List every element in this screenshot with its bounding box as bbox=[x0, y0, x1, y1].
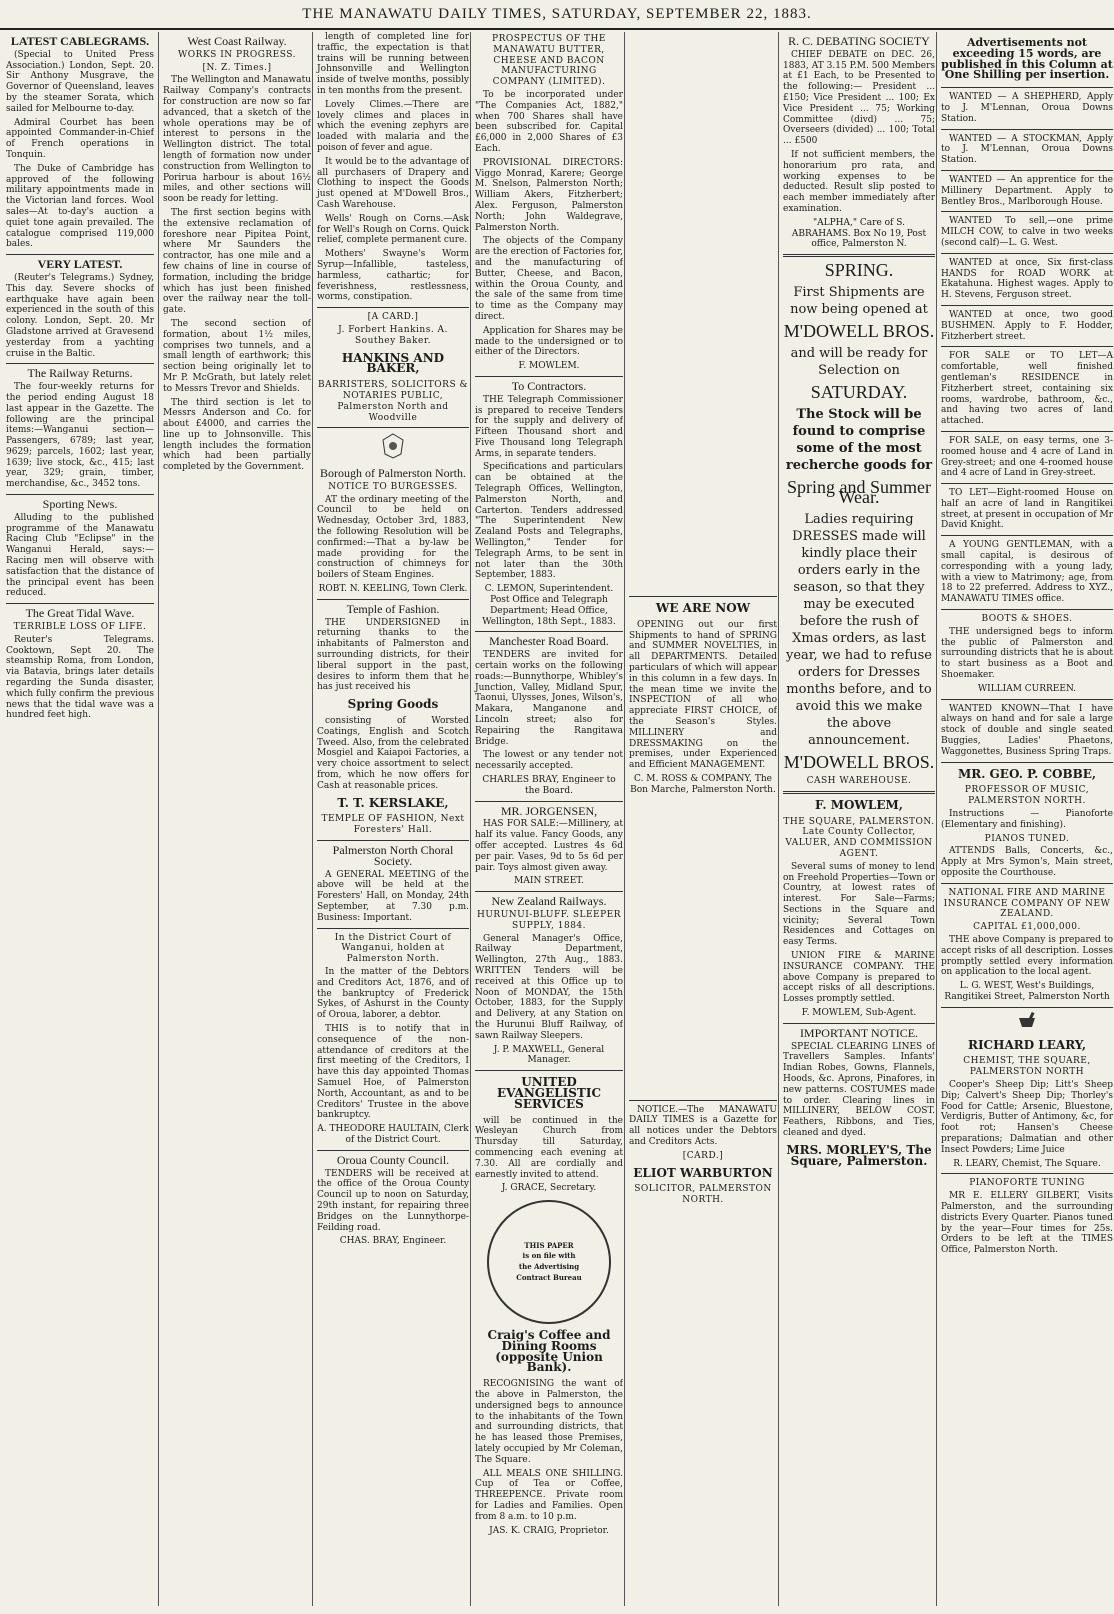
column-5 bbox=[624, 32, 777, 1606]
classified-ad: WANTED — A STOCKMAN, Apply to J. M'Lennan, Oroua Downs Station. bbox=[941, 133, 1113, 166]
heading-jorgensen: MR. JORGENSEN, bbox=[500, 803, 598, 818]
kerslake-name: T. T. KERSLAKE, bbox=[337, 795, 449, 810]
divider bbox=[6, 254, 154, 255]
column-4 bbox=[470, 32, 623, 1606]
divider bbox=[941, 346, 1113, 347]
heading-railway-returns: The Railway Returns. bbox=[27, 366, 133, 381]
prospectus-text: To be incorporated under "The Companies Act, 1882," when 700 Shares shall have been subscribed for. Capital £6,000 in 2,000 Shares of £3 Each. bbox=[475, 89, 623, 154]
notice-text: If not sufficient members, the honorarium pro rata, and working expenses to be deducted. Result slip posted to each member immediately after examination. bbox=[783, 149, 935, 214]
blank-space bbox=[629, 32, 777, 592]
heading-tidal-wave: The Great Tidal Wave. bbox=[25, 606, 135, 621]
classified-ad: Cooper's Sheep Dip; Litt's Sheep Dip; Calvert's Sheep Dip; Thorley's Food for Cattle; Arsenic, Bluestone, Verdigris, Butter of Antimony, &c, for foot rot; Hansen's Cheese preparations; Dalmatian and other Insect Powders; Lime Juice bbox=[941, 1079, 1113, 1155]
article-text: The third section is let to Messrs Anderson and Co. for about £4000, and carries the line up to Johnsonville. This length includes the formation which had been partially completed by the Government. bbox=[163, 397, 311, 473]
signature: F. MOWLEM. bbox=[518, 361, 580, 372]
ad-line: The Stock will be found to comprise some of the most recherche goods for bbox=[785, 406, 933, 473]
classified-header: Advertisements not exceeding 15 words, are published in this Column at One Shilling per insertion. bbox=[941, 36, 1113, 82]
signature: CHAS. BRAY, Engineer. bbox=[339, 1236, 447, 1247]
divider bbox=[941, 762, 1113, 763]
heading-west-coast-railway: West Coast Railway. bbox=[187, 34, 287, 48]
signature: C. LEMON, Superintendent. Post Office and Telegraph Department; Head Office, Wellington, 18th Sept., 1883. bbox=[482, 584, 616, 627]
heading-national-insurance: NATIONAL FIRE AND MARINE INSURANCE COMPANY OF NEW ZEALAND. bbox=[943, 887, 1111, 920]
heading-very-latest: VERY LATEST. bbox=[37, 257, 123, 272]
ad-text: ALL MEALS ONE SHILLING. Cup of Tea or Coffee, THREEPENCE. Private room for Ladies and Families. Open from 8 a.m. to 10 p.m. bbox=[475, 1468, 623, 1522]
signature: ROBT. N. KEELING, Town Clerk. bbox=[318, 584, 468, 595]
signature: J. GRACE, Secretary. bbox=[501, 1183, 597, 1194]
mdowell-bros-heading: M'DOWELL BROS. bbox=[783, 320, 935, 341]
article-text: The Wellington and Manawatu Railway Company's contracts for construction are now so far advanced, that a sketch of the whole operations may be of interest to persons in the Wellington district. The total length of formation now under construction from Wellington to Porirua harbour is about 16½ miles, and other sections will soon be ready for letting. bbox=[163, 75, 311, 205]
heading-boots-shoes: BOOTS & SHOES. bbox=[981, 614, 1073, 625]
subheading: WORKS IN PROGRESS. bbox=[178, 49, 296, 60]
divider bbox=[317, 427, 469, 428]
divider bbox=[941, 170, 1113, 171]
heading-sporting-news: Sporting News. bbox=[42, 497, 118, 512]
heading-craigs-rooms: Craig's Coffee and Dining Rooms (opposite Union Bank). bbox=[487, 1328, 611, 1375]
divider bbox=[941, 253, 1113, 254]
divider bbox=[475, 891, 623, 892]
signature: "ALPHA," Care of S. ABRAHAMS. Box No 19, Post office, Palmerston N. bbox=[791, 217, 927, 250]
ad-text: RECOGNISING the want of the above in Palmerston, the undersigned begs to announce to the inhabitants of the Town and surrounding districts, that he has leased those Premises, lately occupied by Mr Coleman, The Square. bbox=[475, 1379, 623, 1465]
divider bbox=[629, 1100, 777, 1101]
address: MAIN STREET. bbox=[514, 876, 584, 887]
kerslake-address: TEMPLE OF FASHION, Next Foresters' Hall. bbox=[321, 814, 465, 836]
spring-summer-wear: Spring and Summer Wear. bbox=[787, 476, 931, 508]
classified-ad: FOR SALE, on easy terms, one 3-roomed house and 4 acre of Land in Grey-street; and one 4-roomed house and 4 acre of Land in Grey-street. bbox=[941, 435, 1113, 479]
classified-ad: THE above Company is prepared to accept risks of all description. Losses promptly settled every information on application to the local agent. bbox=[941, 934, 1113, 978]
spring-goods-heading: Spring Goods bbox=[347, 697, 439, 712]
heading-nz-railways: New Zealand Railways. bbox=[491, 894, 607, 909]
divider bbox=[317, 599, 469, 600]
divider bbox=[941, 129, 1113, 130]
column-1 bbox=[6, 32, 154, 1606]
article-text: (Special to United Press Association.) London, Sept. 20. Sir Anthony Musgrave, the Governor of Queensland, leaves by the steamer Sorata, which sailed for Melbourne to-day. bbox=[6, 49, 154, 114]
signature: CHARLES BRAY, Engineer to the Board. bbox=[482, 775, 616, 796]
heading-important-notice: IMPORTANT NOTICE. bbox=[799, 1025, 919, 1040]
column-2 bbox=[158, 32, 311, 1606]
column-7 bbox=[936, 32, 1113, 1606]
divider bbox=[941, 211, 1113, 212]
divider bbox=[783, 1023, 935, 1024]
classified-ad: WANTED KNOWN—That I have always on hand and for sale a large stock of double and single seated Buggies, Ladies' Phaetons, Waggonettes, Business Spring Traps. bbox=[941, 703, 1113, 757]
classified-ad: ATTENDS Balls, Concerts, &c., Apply at Mrs Symon's, Main street, opposite the Courthouse. bbox=[941, 846, 1113, 878]
prospectus-text: Application for Shares may be made to the undersigned or to either of the Directors. bbox=[475, 325, 623, 358]
prospectus-title: PROSPECTUS OF THE MANAWATU BUTTER, CHEESE AND BACON MANUFACTURING COMPANY (LIMITED). bbox=[492, 34, 606, 88]
classified-ad: WANTED at once, Six first-class HANDS for ROAD WORK at Ekatahuna. Highest wages. Apply to H. Stevens, Ferguson street. bbox=[941, 257, 1113, 301]
firm-description: BARRISTERS, SOLICITORS & NOTARIES PUBLIC, Palmerston North and Woodville bbox=[317, 380, 468, 423]
ad-line: First Shipments are now being opened at bbox=[790, 284, 928, 317]
mowlem-description: THE SQUARE, PALMERSTON. Late County Collector, VALUER, AND COMMISSION AGENT. bbox=[783, 816, 935, 859]
prospectus-text: PROVISIONAL DIRECTORS: Viggo Monrad, Karere; George M. Snelson, Palmerston North; William Akers, Fitzherbert; Alex. Ferguson, Palmerston North; John Waldegrave, Palmerston North. bbox=[475, 157, 623, 233]
partner-names: J. Forbert Hankins. A. Southey Baker. bbox=[338, 324, 448, 346]
mowlem-name: F. MOWLEM, bbox=[815, 797, 903, 812]
divider bbox=[475, 1070, 623, 1071]
divider bbox=[317, 840, 469, 841]
heading-leary: RICHARD LEARY, bbox=[967, 1037, 1087, 1052]
ad-text: consisting of Worsted Coatings, English and Scotch Tweed. Also, from the celebrated Mosgiel and Kaiapoi Factories, a very choice assortment to select from, which he now offers for Cash at reasonable prices. bbox=[317, 716, 469, 791]
subheading: PROFESSOR OF MUSIC, PALMERSTON NORTH. bbox=[964, 785, 1090, 807]
notice-text: AT the ordinary meeting of the Council to be held on Wednesday, October 3rd, 1883, the following Resolution will be confirmed:—That a by-law be made providing for the construction of chimneys for boilers of Steam Engines. bbox=[317, 494, 469, 581]
article-text: (Reuter's Telegrams.) Sydney, This day. Severe shocks of earthquake have again been experienced in the south of this colony. London, Sept. 20. Mr Gladstone arrived at Gravesend yesterday from a yachting cruise in the Baltic. bbox=[6, 272, 154, 359]
classified-ad: THE undersigned begs to inform the public of Palmerston and surrounding districts that he is about to start business as a Boot and Shoemaker. bbox=[941, 626, 1113, 681]
notice-text: TENDERS are invited for certain works on the following roads:—Bunnythorpe, Whibley's Junction, Valley, Midland Spur, Taonui, Ulysses, Jones, Wilson's, Makara, Manganone and Lincoln street; also for Repairing the Rangitawa Bridge. bbox=[475, 650, 623, 747]
divider bbox=[475, 631, 623, 632]
ad-text: HAS FOR SALE:—Millinery, at half its value. Fancy Goods, any offer accepted. Lustres 4s 6d per pair. Vases, 9d to 5s 6d per pair. Toys almost given away. bbox=[475, 819, 623, 873]
article-text: The four-weekly returns for the period ending August 18 last appear in the Gazette. The following are the principal items:—Wanganui section—Passengers, 6789; last year, 9629; parcels, 1602; last year, 1639; live stock, &c., 415; last year, 329; grain, timber, merchandise, &c., 3452 tons. bbox=[6, 382, 154, 490]
signature: MRS. MORLEY'S, The Square, Palmerston. bbox=[786, 1142, 932, 1168]
article-text: Alluding to the published programme of the Manawatu Racing Club "Eclipse" in the Wanganui Herald, says:—Racing men will observe with satisfaction that the distance of the principal event has been reduced. bbox=[6, 512, 154, 599]
divider bbox=[783, 254, 935, 257]
classified-ad: TO LET—Eight-roomed House on half an acre of land in Rangitikei street, at present in occupation of Mr David Knight. bbox=[941, 488, 1113, 531]
firm-description: SOLICITOR, PALMERSTON NORTH. bbox=[634, 1184, 772, 1206]
blank-space bbox=[629, 796, 777, 1096]
classified-ad: WANTED — An apprentice for the Millinery Department. Apply to Bentley Bros., Marlborough House. bbox=[941, 174, 1113, 207]
ad-text: UNION FIRE & MARINE INSURANCE COMPANY. THE above Company is prepared to accept risks of all descriptions. Losses promptly settled. bbox=[783, 951, 935, 1005]
classified-ad: MR E. ELLERY GILBERT, Visits Palmerston, and the surrounding districts Every Quarter. Pianos tuned by the year—Four times for 25s. Orders to be left at the TIMES Office, Palmerston North. bbox=[941, 1191, 1113, 1256]
signature: J. P. MAXWELL, General Manager. bbox=[493, 1044, 605, 1066]
divider bbox=[941, 483, 1113, 484]
notice-text: THIS is to notify that in consequence of the non-attendance of creditors at the first meeting of the Creditors, I have this day appointed Thomas Samuel Hoe, of Palmerston North, Accountant, as and to be Creditors' Trustee in the above bankruptcy. bbox=[317, 1023, 469, 1121]
subheading: CHEMIST, THE SQUARE, PALMERSTON NORTH bbox=[963, 1056, 1091, 1078]
subheading: HURUNUI-BLUFF. SLEEPER SUPPLY, 1884. bbox=[476, 909, 622, 931]
masthead: THE MANAWATU DAILY TIMES, SATURDAY, SEPTEMBER 22, 1883. bbox=[0, 0, 1114, 30]
article-text: length of completed line for traffic, the expectation is that trains will be running between Johnsonville and Wellington inside of twelve months, possibly in ten months from the present. bbox=[317, 32, 469, 96]
notice-text: NOTICE.—The MANAWATU DAILY TIMES is a Gazette for all notices under the Debtors and Creditors Acts. bbox=[629, 1104, 777, 1147]
column-6 bbox=[778, 32, 935, 1606]
divider bbox=[941, 535, 1113, 536]
heading-oroua-council: Oroua County Council. bbox=[336, 1152, 450, 1167]
ad-line: and will be ready for Selection on bbox=[790, 345, 928, 378]
heading-to-contractors: To Contractors. bbox=[511, 378, 587, 393]
article-text: Wells' Rough on Corns.—Ask for Well's Rough on Corns. Quick relief, complete permanent cure. bbox=[317, 213, 469, 246]
article-text: The Duke of Cambridge has approved of the following military appointments made in the Victorian land forces. Wool sales—At to-day's auction a quiet tone again prevailed. The catalogue comprised 119,000 bales. bbox=[6, 163, 154, 250]
signature: R. LEARY, Chemist, The Square. bbox=[953, 1158, 1101, 1169]
prospectus-text: The objects of the Company are the erection of Factories for, and the manufacturing of Butter, Cheese, and Bacon, within the Oroua County, and the sale of the same from time to time as the Company may direct. bbox=[475, 236, 623, 322]
divider bbox=[317, 928, 469, 929]
heading-we-are-now: WE ARE NOW bbox=[655, 601, 751, 615]
mdowell-bros-footer: M'DOWELL BROS. bbox=[783, 752, 935, 773]
ad-text: THE UNDERSIGNED in returning thanks to the inhabitants of Palmerston and surrounding districts, for their liberal support in the past, desires to inform them that he has just received his bbox=[317, 617, 469, 693]
advertising-bureau-emblem: THIS PAPER is on file with the Advertising Contract Bureau bbox=[487, 1200, 611, 1324]
spring-heading: SPRING. bbox=[824, 260, 894, 281]
heading-temple-of-fashion: Temple of Fashion. bbox=[346, 601, 440, 616]
signature: JAS. K. CRAIG, Proprietor. bbox=[489, 1525, 609, 1536]
classified-ad: Instructions — Pianoforte (Elementary and finishing). bbox=[941, 809, 1113, 830]
divider bbox=[941, 305, 1113, 306]
source-tag: [N. Z. Times.] bbox=[202, 62, 272, 73]
article-text: It would be to the advantage of all purchasers of Drapery and Clothing to inspect the Goods just opened at M'Dowell Bros., Cash Warehouse. bbox=[317, 156, 469, 210]
signature: A. THEODORE HAULTAIN, Clerk of the District Court. bbox=[317, 1124, 469, 1145]
saturday-heading: SATURDAY. bbox=[810, 381, 908, 402]
mortar-pestle-icon bbox=[941, 1012, 1113, 1034]
signature: C. M. ROSS & COMPANY, The Bon Marche, Palmerston North. bbox=[630, 773, 776, 795]
classified-ad: WANTED — A SHEPHERD, Apply to J. M'Lennan, Oroua Downs Station. bbox=[941, 92, 1113, 124]
classified-ad: WANTED To sell,—one prime MILCH COW, to calve in two weeks (second calf)—L. G. West. bbox=[941, 216, 1113, 248]
divider bbox=[6, 363, 154, 364]
divider bbox=[6, 494, 154, 495]
divider bbox=[317, 1150, 469, 1151]
firm-name: ELIOT WARBURTON bbox=[633, 1165, 773, 1180]
article-text: Reuter's Telegrams. Cooktown, Sept 20. The steamship Roma, from London, via Batavia, brings later details regarding the Sunda disaster, which fully confirm the previous news that the tidal wave was a hundred feet high. bbox=[6, 634, 154, 721]
card-label: [A CARD.] bbox=[367, 312, 419, 323]
divider bbox=[941, 699, 1113, 700]
article-text: The second section of formation, about 1½ miles, comprises two tunnels, and a small length of earthwork; this section being originally let to Mr P. McGrath, but lately relet to Messrs Trevor and Shields. bbox=[163, 318, 311, 394]
notice-text: THE Telegraph Commissioner is prepared to receive Tenders for the supply and delivery of Fifteen Thousand short and Five Thousand long Telegraph Arms, in separate tenders. bbox=[475, 394, 623, 459]
subheading: TERRIBLE LOSS OF LIFE. bbox=[13, 622, 147, 633]
heading-evangelistic: UNITED EVANGELISTIC SERVICES bbox=[496, 1075, 601, 1111]
card-label: [CARD.] bbox=[682, 1150, 724, 1161]
ad-text: SPECIAL CLEARING LINES of Travellers Samples. Infants' Indian Robes, Gowns, Flannels, Hoods, &c. Aprons, Pinafores, in new patterns. COSTUMES made to order. Clearing lines in MILLINERY, BELOW COST. Feathers, Ribbons, and Ties, cleaned and dyed. bbox=[783, 1041, 935, 1139]
notice-text: A GENERAL MEETING of the above will be held at the Foresters' Hall, on Monday, 24th September, at 7.30 p.m. Business: Important. bbox=[317, 869, 469, 923]
heading-manchester-road-board: Manchester Road Board. bbox=[489, 634, 609, 649]
notice-text: TENDERS will be received at the office of the Oroua County Council up to noon on Saturday, 29th instant, for repairing three Bridges on the Lunnythorpe-Feilding road. bbox=[317, 1168, 469, 1233]
article-text: Lovely Climes.—There are lovely climes and places in which the evening zephyrs are loaded with malaria and the poison of fever and ague. bbox=[317, 99, 469, 153]
divider bbox=[941, 87, 1113, 88]
notice-text: will be continued in the Wesleyan Church from Thursday till Saturday, commencing each evening at 7.30. All are cordially and earnestly invited to attend. bbox=[475, 1115, 623, 1180]
notice-text: The lowest or any tender not necessarily accepted. bbox=[475, 750, 623, 772]
article-text: Mothers' Swayne's Worm Syrup—Infallible, tasteless, harmless, cathartic; for feverishness, restlessness, worms, constipation. bbox=[317, 249, 469, 303]
notice-text: In the matter of the Debtors and Creditors Act, 1876, and of the bankruptcy of Frederick Sykes, of Ashurst in the County of Oroua, laborer, a debtor. bbox=[317, 966, 469, 1021]
heading-pianos-tuned: PIANOS TUNED. bbox=[984, 833, 1070, 844]
divider bbox=[317, 307, 469, 308]
ad-text: Several sums of money to lend on Freehold Properties—Town or Country, at lowest rates of interest. For Sale—Farms; Sections in the Square and vicinity; Several Town Residences and Cottages on easy Terms. bbox=[783, 861, 935, 948]
divider bbox=[6, 603, 154, 604]
article-text: The first section begins with the extensive reclamation of foreshore near Pipitea Point, where Mr Saunders the contractor, has one mile and a few chains of line in course of formation, including the bridge which has just been finished over the railway near the toll-gate. bbox=[163, 207, 311, 316]
divider bbox=[783, 791, 935, 794]
signature: WILLIAM CURREEN. bbox=[977, 683, 1077, 694]
notice-text: Specifications and particulars can be obtained at the Telegraph Offices, Wellington, Palmerston North, and Carterton. Tenders addressed "The Superintendent New Zealand Posts and Telegraphs, Wellington," Tender for Telegraph Arms, to be sent in not later than the 30th September, 1883. bbox=[475, 462, 623, 581]
capital-line: CAPITAL £1,000,000. bbox=[973, 922, 1081, 933]
court-heading: In the District Court of Wanganui, holden at Palmerston North. bbox=[334, 932, 452, 965]
divider bbox=[941, 883, 1113, 884]
coat-of-arms-icon bbox=[317, 432, 469, 464]
subheading: NOTICE TO BURGESSES. bbox=[328, 481, 458, 492]
cash-warehouse: CASH WAREHOUSE. bbox=[806, 775, 912, 786]
divider bbox=[941, 431, 1113, 432]
firm-name: HANKINS AND BAKER, bbox=[341, 350, 445, 376]
article-text: Admiral Courbet has been appointed Commander-in-Chief of French operations in Tonquin. bbox=[6, 117, 154, 160]
classified-ad: FOR SALE or TO LET—A comfortable, well finished gentleman's RESIDENCE in Fitzherbert street, containing six rooms, wardrobe, bathroom, &c., and having two acres of land attached. bbox=[941, 351, 1113, 427]
classified-ad: WANTED at once, two good BUSHMEN. Apply to F. Hodder, Fitzherbert street. bbox=[941, 309, 1113, 342]
classified-ad: A YOUNG GENTLEMAN, with a small capital, is desirous of corresponding with a young lady, with a view to Matrimony; age, from 18 to 22 preferred. Address to XYZ., MANAWATU TIMES office. bbox=[941, 540, 1113, 605]
signature: F. MOWLEM, Sub-Agent. bbox=[801, 1008, 917, 1019]
divider bbox=[941, 1007, 1113, 1008]
heading-debating-society: R. C. DEBATING SOCIETY bbox=[788, 34, 930, 48]
divider bbox=[475, 801, 623, 802]
heading-borough: Borough of Palmerston North. bbox=[320, 466, 466, 481]
notice-text: CHIEF DEBATE on DEC. 26, 1883, AT 3.15 P.M. 500 Members at £1 Each, to be Presented to the following:— President ... £150; Vice President ... 100; Ex Vice President ... 75; Working Committee (divd) ... 75; Overseers (divided) ... 100; Total ... £500 bbox=[783, 49, 935, 147]
heading-cobbe: MR. GEO. P. COBBE, bbox=[957, 766, 1097, 781]
heading-latest-cablegrams: LATEST CABLEGRAMS. bbox=[10, 34, 150, 48]
divider bbox=[629, 596, 777, 597]
divider bbox=[475, 376, 623, 377]
notice-text: General Manager's Office, Railway Department, Wellington, 27th Aug., 1883. WRITTEN Tenders will be received at this Office up to Noon of MONDAY, the 15th October, 1883, for the Supply and Delivery, at any Station on the Hurunui Bluff Railway, of sawn Railway Sleepers. bbox=[475, 933, 623, 1041]
ad-line: Ladies requiring DRESSES made will kindly place their orders early in the season, so that they may be executed before the rush of Xmas orders, as last year, we had to refuse orders for Dresses months before, and to avoid this we make the above announcement. bbox=[785, 512, 932, 749]
column-3 bbox=[312, 32, 469, 1606]
signature: L. G. WEST, West's Buildings, Rangitikei Street, Palmerston North bbox=[944, 981, 1110, 1002]
divider bbox=[941, 1173, 1113, 1174]
heading-pianoforte-tuning: PIANOFORTE TUNING bbox=[969, 1178, 1085, 1189]
heading-choral-society: Palmerston North Choral Society. bbox=[332, 843, 454, 868]
divider bbox=[941, 609, 1113, 610]
ad-text: OPENING out our first Shipments to hand of SPRING and SUMMER NOVELTIES, in all DEPARTMENTS. Detailed particulars of which will appear in this column in a few days. In the mean time we invite the INSPECTION of all who appreciate FIRST CHOICE, of the Season's Styles. MILLINERY and DRESSMAKING on the premises, under Experienced and Efficient MANAGEMENT. bbox=[629, 619, 777, 771]
